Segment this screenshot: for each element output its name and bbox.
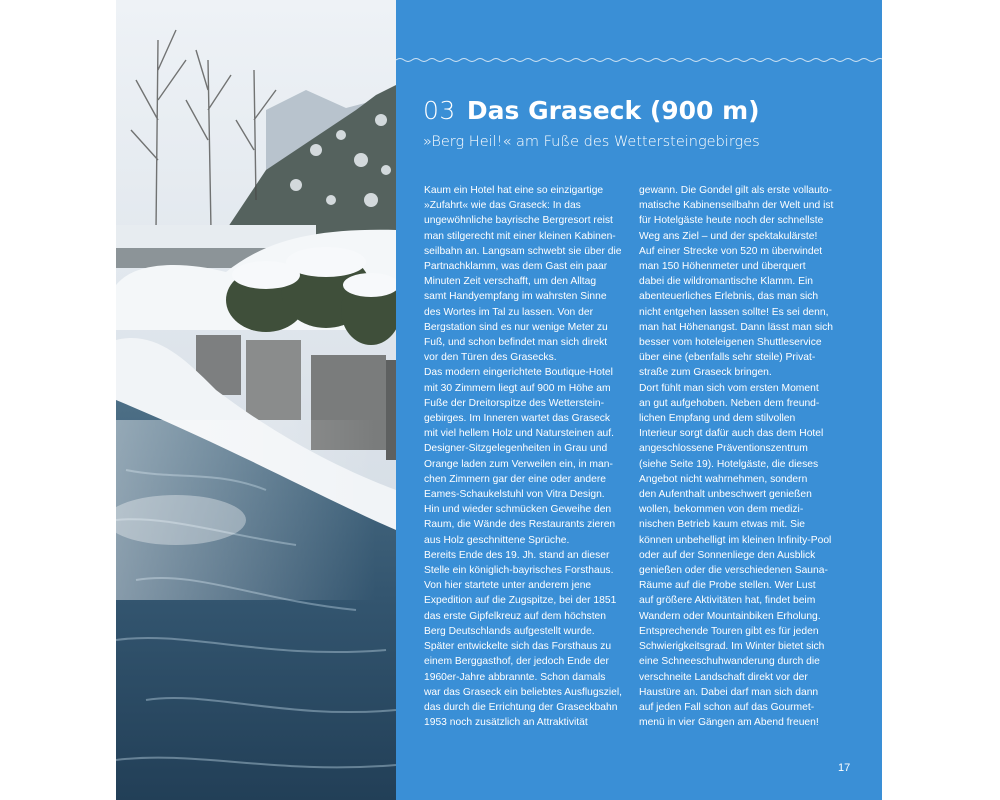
body-text-line: ungewöhnliche bayrische Bergresort reist xyxy=(424,215,613,227)
body-text-line: Raum, die Wände des Restaurants zieren xyxy=(424,519,616,531)
body-text-line: an gut aufgehoben. Neben dem freund- xyxy=(639,397,820,409)
body-text-line: für Hotelgäste heute noch der schnellste xyxy=(639,215,824,227)
body-text-line: 1960er-Jahre abbrannte. Schon damals xyxy=(424,671,606,683)
body-text-line: mit 30 Zimmern liegt auf 900 m Höhe am xyxy=(424,382,611,394)
body-text-line: Fuß, und schon befindet man sich direkt xyxy=(424,337,608,349)
body-text-line: Orange laden zum Verweilen ein, in man- xyxy=(424,458,613,470)
body-text-line: abenteuerliches Erlebnis, das man sich xyxy=(639,291,819,303)
body-text-line: Das modern eingerichtete Boutique-Hotel xyxy=(424,367,613,379)
chapter-heading xyxy=(423,96,760,125)
body-text-line: besser vom hoteleigenen Shuttleservice xyxy=(639,337,822,349)
body-text-line: lichen Empfang und dem stilvollen xyxy=(639,413,796,425)
body-text-line: verschneite Landschaft direkt vor der xyxy=(639,671,808,683)
body-text-line: Haustüre an. Dabei darf man sich dann xyxy=(639,686,819,698)
body-text-line: man hat Höhenangst. Dann lässt man sich xyxy=(639,321,834,333)
body-text-line: menü in vier Gängen am Abend freuen! xyxy=(639,717,819,729)
wave-divider xyxy=(396,57,882,63)
body-text-line: wollen, bekommen von dem medizi- xyxy=(639,504,804,516)
body-text-line: mit viel hellem Holz und Natursteinen auf. xyxy=(424,428,615,440)
body-text-line: 1953 noch zusätzlich an Attraktivität xyxy=(424,717,588,729)
body-text-line: einem Berggasthof, der jedoch Ende der xyxy=(424,656,609,668)
body-text-line: war das Graseck ein beliebtes Ausflugsziel, xyxy=(424,686,623,698)
body-text-line: Von hier startete unter anderem jene xyxy=(424,580,592,592)
body-text-line: Auf einer Strecke von 520 m überwindet xyxy=(639,245,823,257)
body-text-line: Designer-Sitzgelegenheiten in Grau und xyxy=(424,443,608,455)
body-text-line: auf größere Aktivitäten hat, findet beim xyxy=(639,595,816,607)
body-text-line: Minuten Zeit verschafft, um den Alltag xyxy=(424,276,597,288)
body-text-line: Wandern oder Mountainbiken Erholung. xyxy=(639,610,821,622)
body-text-line: chen Zimmern gar der eine oder andere xyxy=(424,473,607,485)
body-text-line: »Zufahrt« wie das Graseck: In das xyxy=(424,200,581,212)
body-text-line: Dort fühlt man sich vom ersten Moment xyxy=(639,382,819,394)
text-panel xyxy=(396,0,882,800)
body-text-line: Fuße der Dreitorspitze des Wetterstein- xyxy=(424,397,605,409)
body-text-line: matische Kabinenseilbahn der Welt und ist xyxy=(639,200,834,212)
chapter-number: 03 xyxy=(423,96,456,125)
body-text-line: Bereits Ende des 19. Jh. stand an dieser xyxy=(424,549,610,561)
body-text-line: Hin und wieder schmücken Geweihe den xyxy=(424,504,612,516)
body-text-line: Eames-Schaukelstuhl von Vitra Design. xyxy=(424,489,605,501)
body-text-line: nicht entgehen lassen sollte! Es sei denn, xyxy=(639,306,829,318)
body-text-line: das durch die Errichtung der Graseckbahn xyxy=(424,701,618,713)
body-text-line: können unbehelligt im kleinen Infinity-Pool xyxy=(639,534,832,546)
body-text-line: Bergstation sind es nur wenige Meter zu xyxy=(424,321,608,333)
body-column-left xyxy=(424,183,638,730)
body-text-line: man stilgerecht mit einer kleinen Kabinen- xyxy=(424,230,616,242)
body-text-line: straße zum Graseck bringen. xyxy=(639,367,772,379)
body-text-line: gebirges. Im Inneren wartet das Graseck xyxy=(424,413,611,425)
body-text-line: den Aufenthalt unbeschwert genießen xyxy=(639,489,812,501)
body-text-line: eine Schneeschuhwanderung durch die xyxy=(639,656,820,668)
body-text-line: Interieur sorgt dafür auch das dem Hotel xyxy=(639,428,824,440)
body-text-line: Räume auf die Probe stellen. Wer Lust xyxy=(639,580,816,592)
body-text-line: Partnachklamm, was dem Gast ein paar xyxy=(424,261,608,273)
body-column-right xyxy=(639,183,853,730)
chapter-subtitle: »Berg Heil!« am Fuße des Wettersteingebirges xyxy=(423,134,760,150)
body-text-line: angeschlossene Präventionszentrum xyxy=(639,443,808,455)
body-text-line: Berg Deutschlands aufgestellt wurde. xyxy=(424,625,595,637)
body-text-line: auf jeden Fall schon auf das Gourmet- xyxy=(639,701,815,713)
body-text-line: Später entwickelte sich das Forsthaus zu xyxy=(424,641,612,653)
body-text-line: (siehe Seite 19). Hotelgäste, die dieses xyxy=(639,458,819,470)
page-number: 17 xyxy=(838,762,851,774)
body-text-line: nischen Betrieb kaum etwas mit. Sie xyxy=(639,519,805,531)
body-text-line: oder auf der Sonnenliege den Ausblick xyxy=(639,549,816,561)
chapter-title: Das Graseck (900 m) xyxy=(466,96,760,125)
body-text-line: dabei die wildromantische Klamm. Ein xyxy=(639,276,813,288)
body-text-line: vor den Türen des Grasecks. xyxy=(424,352,557,364)
body-text-line: Angebot nicht wahrnehmen, sondern xyxy=(639,473,808,485)
body-text-line: gewann. Die Gondel gilt als erste vollauto- xyxy=(639,185,832,196)
body-text-line: man 150 Höhenmeter und überquert xyxy=(639,261,806,273)
body-text-line: Stelle ein königlich-bayrisches Forsthaus. xyxy=(424,565,614,577)
body-text-line: genießen oder die verschiedenen Sauna- xyxy=(639,565,828,577)
body-text-line: seilbahn an. Langsam schwebt sie über die xyxy=(424,245,622,257)
body-text-line: das erste Gipfelkreuz auf dem höchsten xyxy=(424,610,607,622)
book-page xyxy=(116,0,882,800)
body-text-line: samt Handyempfang im wahrsten Sinne xyxy=(424,291,607,303)
body-text-line: Expedition auf die Zugspitze, bei der 1851 xyxy=(424,595,617,607)
body-text-line: Schwierigkeitsgrad. Im Winter bietet sich xyxy=(639,641,825,653)
body-text-line: Entsprechende Touren gibt es für jeden xyxy=(639,625,819,637)
body-text-line: aus Holz geschnittene Sprüche. xyxy=(424,534,570,546)
body-text-line: Kaum ein Hotel hat eine so einzigartige xyxy=(424,185,604,196)
body-text-line: über eine (ebenfalls sehr steile) Privat- xyxy=(639,352,816,364)
winter-pool-photo xyxy=(116,0,396,800)
body-text-line: Weg ans Ziel – und der spektakulärste! xyxy=(639,230,818,242)
body-text-line: des Wortes im Tal zu lassen. Von der xyxy=(424,306,594,318)
